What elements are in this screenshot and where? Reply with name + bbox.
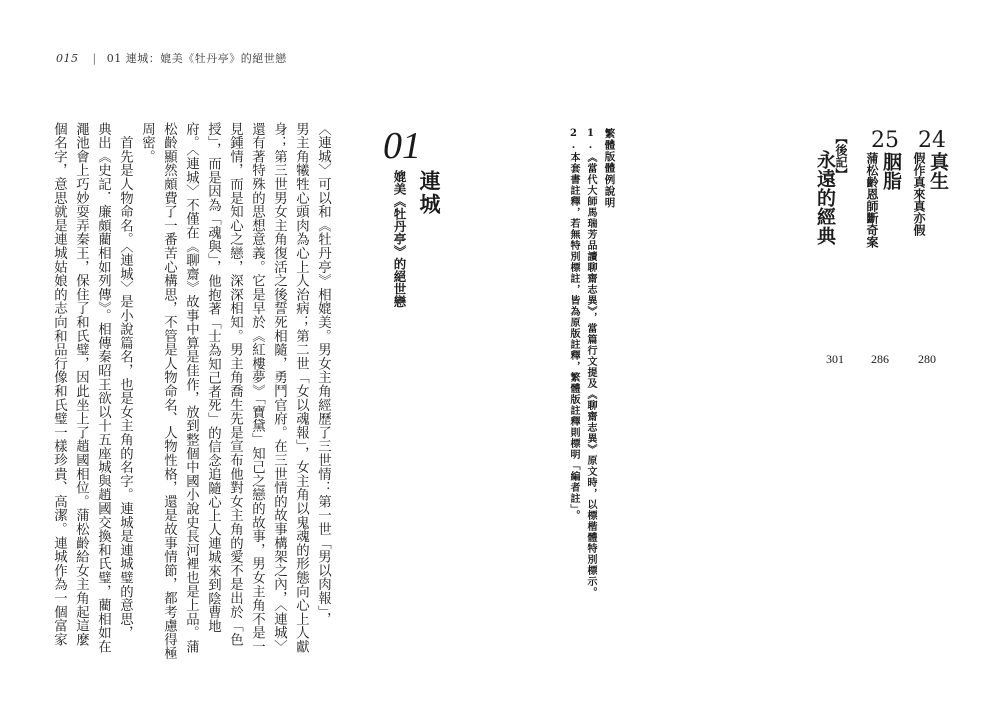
toc-chapter-25-number: 25	[871, 128, 899, 153]
body-column-4: 還有著特殊的思想意義。它是早於《紅樓夢》「寶黛」知己之戀的故事，男女主角不是一	[249, 122, 265, 654]
body-column-3: 身；第三世男女主角復活之後誓死相隨，勇鬥官府。在三世情的故事構架之內，〈連城〉	[271, 122, 287, 654]
header-separator: |	[92, 52, 97, 65]
toc-chapter-25-subtitle: 蒲松齡恩師斷奇案	[865, 152, 879, 248]
body-column-5: 見鍾情，而是知心之戀，深深相知。男主角喬生先是宣布他對女主角的愛不是出於「色	[227, 122, 243, 647]
body-column-2: 男主角犧牲心頭肉為心上人治病；第二世「女以魂報」，女主角以鬼魂的形態向心上人獻	[293, 122, 309, 654]
body-column-1: 〈連城〉可以和《牡丹亭》相媲美。男女主角經歷了三世情：第一世「男以肉報」，	[315, 122, 331, 626]
body-column-10: 首先是人物命名。〈連城〉是小說篇名，也是女主角的名字。連城是連城璧的意思，	[117, 122, 133, 640]
toc-afterword-title: 永遠的經典	[814, 150, 836, 245]
page-number: 015	[56, 52, 79, 65]
toc-afterword-label: 【後記】	[834, 132, 848, 180]
body-column-9: 周密。	[139, 122, 155, 164]
chapter-subtitle: 媲美《牡丹亭》的絕世戀	[392, 170, 407, 308]
body-column-7: 府。〈連城〉不僅在《聊齋》故事中算是佳作，放到整個中國小說史長河裡也是上品。蒲	[183, 122, 199, 654]
body-column-6: 授」，而是因為「魂與」，他抱著「士為知己者死」的信念追隨心上人連城來到陰曹地	[205, 122, 221, 633]
body-column-11: 典出《史記．廉頗藺相如列傳》。相傳秦昭王欲以十五座城與趙國交換和氏璧，藺相如在	[95, 122, 111, 654]
running-title: 01 連城：媲美《牡丹亭》的絕世戀	[106, 52, 287, 65]
toc-chapter-25-page: 286	[871, 352, 889, 366]
toc-chapter-24-page: 280	[918, 352, 936, 366]
notes-heading: 繁體版體例說明	[603, 128, 616, 209]
toc-afterword-page: 301	[826, 352, 844, 366]
body-column-8: 松齡顯然頗費了一番苦心構思，不管是人物命名、人物性格，還是故事情節，都考慮得極	[161, 122, 177, 661]
running-header	[56, 50, 287, 66]
toc-chapter-24-title: 真生	[927, 152, 949, 190]
note-item-2: 2.本套書註釋，若無特別標註，皆為原版註釋，繁體版註釋則標明「編者註」。	[568, 128, 579, 521]
note-item-1: 1.《當代大師馬瑞芳品讀聊齋志異》，當篇行文提及《聊齋志異》原文時，以標楷體特別標示。	[585, 128, 596, 598]
chapter-number: 01	[383, 125, 421, 167]
toc-chapter-24-number: 24	[918, 128, 946, 153]
chapter-title: 連城	[417, 170, 442, 216]
body-column-12: 澠池會上巧妙耍弄秦王，保住了和氏璧，因此坐上了趙國相位。蒲松齡給女主角起這麼	[73, 122, 89, 647]
toc-chapter-25-title: 胭脂	[880, 152, 902, 190]
body-column-13: 個名字，意思就是連城姑娘的志向和品行像和氏璧一樣珍貴、高潔。連城作為一個富家	[51, 122, 67, 647]
toc-chapter-24-subtitle: 假作真來真亦假	[912, 152, 926, 236]
